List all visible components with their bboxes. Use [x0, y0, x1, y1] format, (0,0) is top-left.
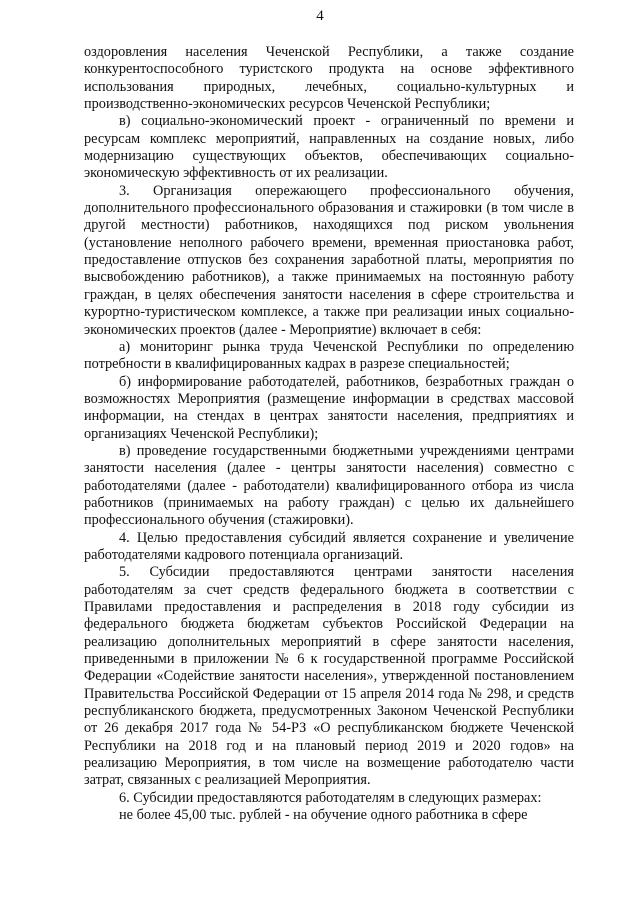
paragraph-section-6: 6. Субсидии предоставляются работодателям в следующих размерах: — [119, 789, 542, 806]
paragraph-amount-line: не более 45,00 тыс. рублей - на обучение одного работника в сфере — [119, 807, 528, 824]
paragraph-item-a: а) мониторинг рынка труда Чеченской Республики по определению потребности в квалифицированных кадрах в разрезе специальностей; — [84, 338, 574, 373]
paragraph-item-b: б) информирование работодателей, работников, безработных граждан о возможностях Мероприятия (размещение информации в средствах массовой информации, на стендах в центрах занятости населения, предприятиях и организациях Чеченской Республики); — [84, 373, 574, 442]
paragraph-section-4: 4. Целью предоставления субсидий является сохранение и увеличение работодателями кадрового потенциала организаций. — [84, 529, 574, 563]
paragraph-section-5: 5. Субсидии предоставляются центрами занятости населения работодателям за счет средств федерального бюджета в соответствии с Правилами предоставления и распределения в 2018 году субсидии из федерального бюджета бюджетам субъектов Российской Федерации на реализацию дополнительных мероприятий в сфере занятости населения, приведенными в приложении № 6 к государственной программе Российской Федерации «Содействие занятости населения», утвержденной постановлением Правительства Российской Федерации от 15 апреля 2014 года № 298, и средств республиканского бюджета, предусмотренных Законом Чеченской Республики от 26 декабря 2017 года № 54-РЗ «О республиканском бюджете Чеченской Республики на 2018 год и на плановый период 2019 и 2020 годов» на реализацию Мероприятия, в том числе на возмещение работодателю части затрат, связанных с реализацией Мероприятия. — [84, 564, 574, 789]
paragraph-item-v: в) социально-экономический проект - ограниченный по времени и ресурсам комплекс мероприятий, направленных на создание новых, либо модернизацию существующих объектов, обеспечивающих социально-экономическую эффективность от их реализации. — [84, 113, 574, 182]
paragraph-section-3: 3. Организация опережающего профессионального обучения, дополнительного профессионального образования и стажировки (в том числе в другой местности) работников, находящихся под риском увольнения (установление неполного рабочего времени, временная приостановка работ, предоставление отпусков без сохранения заработной платы, мероприятия по высвобождению работников), а также принимаемых на постоянную работу граждан, в целях обеспечения занятости населения в сфере строительства и курортно-туристическом комплексе, а также при реализации иных социально-экономических проектов (далее - Мероприятие) включает в себя: — [84, 182, 574, 338]
document-body — [84, 44, 574, 824]
paragraph-item-v2: в) проведение государственными бюджетными учреждениями центрами занятости населения (далее - центры занятости населения) совместно с работодателями (далее - работодатели) квалифицированного отбора из числа работников (принимаемых на работу граждан) с целью их дальнейшего профессионального обучения (стажировки). — [84, 442, 574, 529]
page-number: 4 — [316, 8, 324, 24]
paragraph-continuation: оздоровления населения Чеченской Республики, а также создание конкурентоспособного туристского продукта на основе эффективного использования природных, лечебных, социально-культурных и производственно-экономических ресурсов Чеченской Республики; — [84, 44, 574, 113]
